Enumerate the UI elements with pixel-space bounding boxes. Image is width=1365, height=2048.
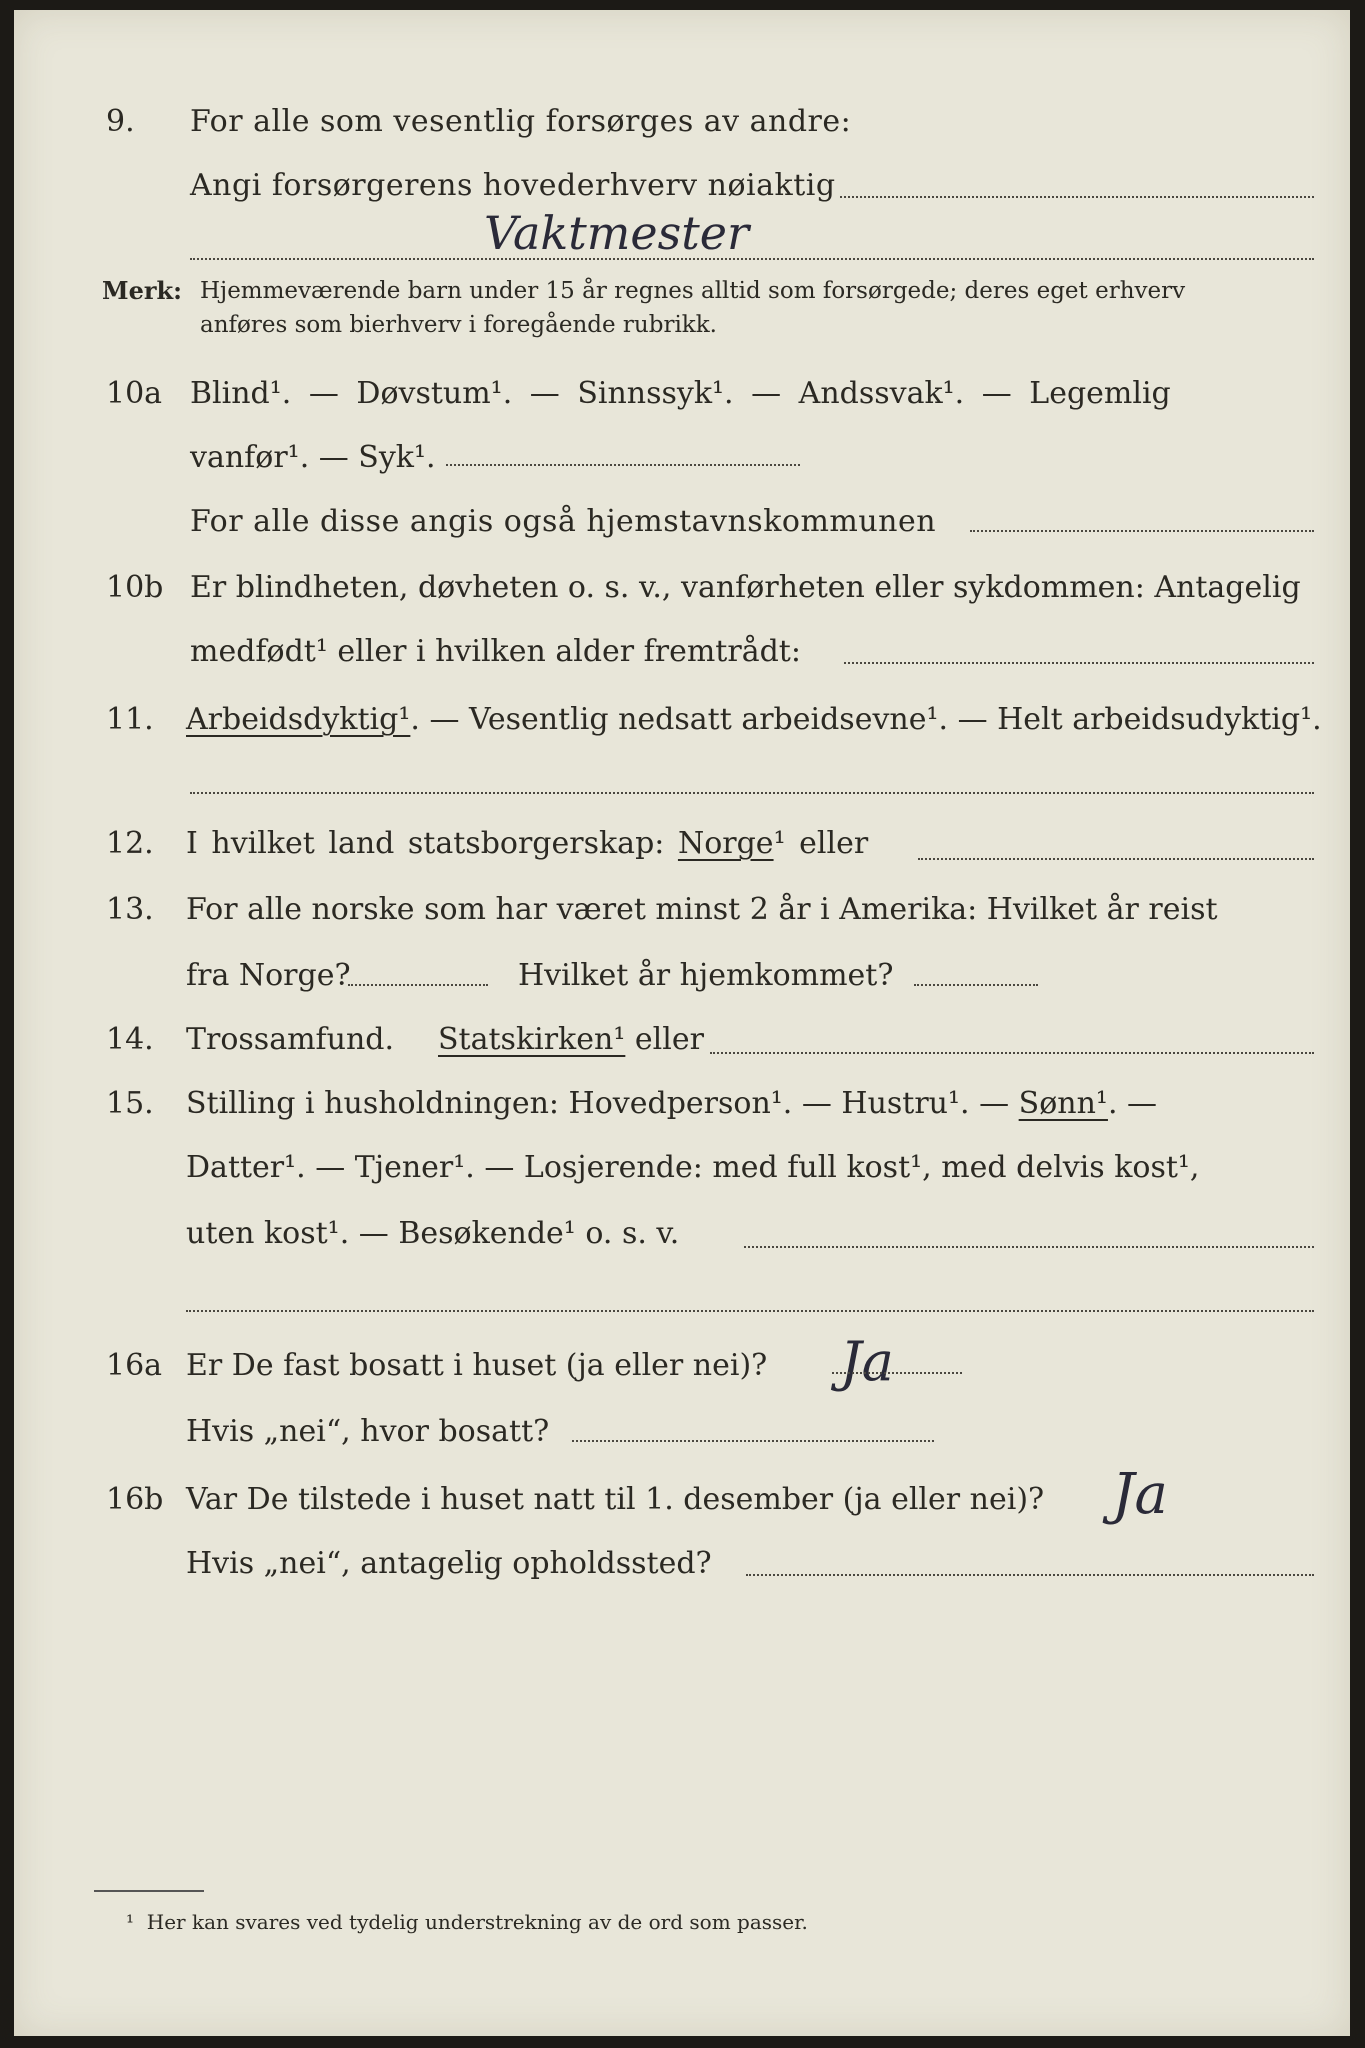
question-number-15: 15. bbox=[106, 1086, 154, 1121]
q16b-handwritten-answer: Ja bbox=[1112, 1462, 1168, 1527]
q16a-line2: Hvis „nei“, hvor bosatt? bbox=[186, 1414, 550, 1449]
note-line2: anføres som bierhverv i foregående rubrikk. bbox=[200, 312, 717, 338]
question-number-16b: 16b bbox=[106, 1482, 164, 1517]
q13-line2b: Hvilket år hjemkommet? bbox=[518, 958, 894, 993]
q14-underlined-choice: Statskirken¹ bbox=[438, 1022, 626, 1057]
q15-line1 bbox=[186, 1086, 1157, 1121]
q16b-line2: Hvis „nei“, antagelig opholdssted? bbox=[186, 1546, 712, 1581]
q9-line2: Angi forsørgerens hovederhverv nøiaktig bbox=[190, 168, 836, 203]
q9-answer-line-1 bbox=[840, 196, 1314, 198]
q11-answer-line bbox=[190, 792, 1314, 794]
q15-line2: Datter¹. — Tjener¹. — Losjerende: med full kost¹, med delvis kost¹, bbox=[186, 1150, 1200, 1185]
q11-underlined-choice: Arbeidsdyktig¹ bbox=[186, 702, 411, 737]
q16b-answer-line bbox=[746, 1574, 1314, 1576]
q16a-residence-line bbox=[572, 1440, 934, 1442]
q15-answer-line-1 bbox=[744, 1246, 1314, 1248]
q10a-line2: vanfør¹. — Syk¹. bbox=[190, 440, 436, 475]
q9-handwritten-answer: Vaktmester bbox=[484, 206, 749, 260]
note-label: Merk: bbox=[102, 276, 182, 305]
question-number-13: 13. bbox=[106, 892, 154, 927]
q14-choice bbox=[438, 1022, 704, 1057]
question-number-10b: 10b bbox=[106, 570, 164, 605]
q11-rest: . — Vesentlig nedsatt arbeidsevne¹. — Helt arbeidsudyktig¹. bbox=[410, 702, 1322, 737]
q16b-line1: Var De tilstede i huset natt til 1. desember (ja eller nei)? bbox=[186, 1482, 1045, 1517]
q13-line2a: fra Norge? bbox=[186, 958, 351, 993]
q13-returned-line bbox=[914, 984, 1038, 986]
q14-answer-line bbox=[710, 1052, 1314, 1054]
q10a-municipality-line bbox=[970, 530, 1314, 532]
footnote-text: Her kan svares ved tydelig understrekning av de ord som passer. bbox=[146, 1910, 808, 1934]
q12-answer-line bbox=[918, 858, 1314, 860]
q9-line1: For alle som vesentlig forsørges av andre: bbox=[190, 104, 852, 139]
question-number-11: 11. bbox=[106, 702, 154, 737]
q15-answer-line-2 bbox=[186, 1310, 1314, 1312]
footnote-rule bbox=[94, 1890, 204, 1892]
q15-underlined-choice: Sønn¹ bbox=[1018, 1086, 1108, 1121]
q16a-answer-line bbox=[832, 1372, 962, 1374]
q12-question: I hvilket land statsborgerskap: bbox=[186, 826, 665, 861]
footnote bbox=[126, 1910, 808, 1934]
q13-left-norway-line bbox=[348, 984, 488, 986]
question-number-16a: 16a bbox=[106, 1348, 163, 1383]
q10b-answer-line bbox=[844, 662, 1314, 664]
q9-answer-line-2 bbox=[190, 258, 1314, 260]
q16a-line1: Er De fast bosatt i huset (ja eller nei)? bbox=[186, 1348, 768, 1383]
q12-rest: ¹ eller bbox=[773, 826, 869, 861]
census-form-page bbox=[14, 10, 1350, 2036]
q15-line1b: . — bbox=[1107, 1086, 1158, 1121]
q14-label: Trossamfund. bbox=[186, 1022, 395, 1057]
q11-text bbox=[186, 702, 1322, 737]
q14-rest: eller bbox=[634, 1022, 704, 1057]
question-number-14: 14. bbox=[106, 1022, 154, 1057]
q12-text bbox=[186, 826, 868, 861]
note-line1: Hjemmeværende barn under 15 år regnes alltid som forsørgede; deres eget erhverv bbox=[200, 278, 1186, 304]
q10a-line1: Blind¹. — Døvstum¹. — Sinnssyk¹. — Andssvak¹. — Legemlig bbox=[190, 376, 1171, 411]
question-number-12: 12. bbox=[106, 826, 154, 861]
q10a-sick-answer-line bbox=[446, 464, 800, 466]
q12-underlined-choice: Norge bbox=[677, 826, 774, 861]
q15-line1a: Stilling i husholdningen: Hovedperson¹. — Hustru¹. — bbox=[186, 1086, 1010, 1121]
q13-line1: For alle norske som har været minst 2 år i Amerika: Hvilket år reist bbox=[186, 892, 1218, 927]
question-number-9: 9. bbox=[106, 104, 135, 139]
q10b-line2: medfødt¹ eller i hvilken alder fremtrådt: bbox=[190, 634, 801, 669]
q16a-handwritten-answer: Ja bbox=[840, 1330, 894, 1393]
footnote-mark: ¹ bbox=[126, 1910, 135, 1934]
q10b-line1: Er blindheten, døvheten o. s. v., vanførheten eller sykdommen: Antagelig bbox=[190, 570, 1301, 605]
question-number-10a: 10a bbox=[106, 376, 163, 411]
q15-line3: uten kost¹. — Besøkende¹ o. s. v. bbox=[186, 1216, 680, 1251]
q10a-line3: For alle disse angis også hjemstavnskommunen bbox=[190, 504, 937, 539]
